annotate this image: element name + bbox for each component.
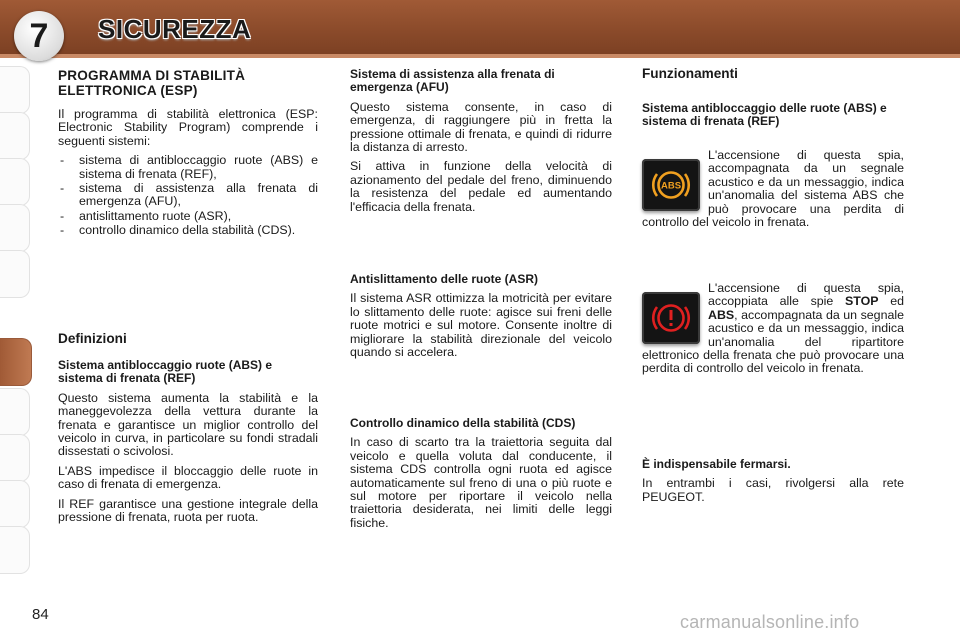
middle-afu xyxy=(350,68,612,220)
side-tab[interactable] xyxy=(0,158,30,206)
cds-p1: In caso di scarto tra la traiettoria seguita dal veicolo e quella voluta dal conducente, il sistema CDS controlla ogni ruota ed agisce automaticamente sul freno di una o più ruote e sul motore per riportare il veicolo nella traiettoria desiderata, nei limiti delle leggi fisiche. xyxy=(350,435,612,530)
functioning-title: Funzionamenti xyxy=(642,66,738,81)
abs-definition-p1: Questo sistema aumenta la stabilità e la maneggevolezza della vettura durante la frenata e garantisce un miglior controllo del veicolo in curva, in particolare su fondi stradali dissestati o scivolosi. xyxy=(58,390,318,459)
left-definitions xyxy=(58,331,318,530)
chapter-number: 7 xyxy=(29,16,49,55)
afu-p1: Questo sistema consente, in caso di emergenza, di raggiungere più in fretta la pressione ottimale di frenata, e quindi di ridurre la distanza di arresto. xyxy=(350,99,612,155)
afu-title: Sistema di assistenza alla frenata di emergenza (AFU) xyxy=(350,67,555,95)
chapter-number-badge xyxy=(14,11,64,61)
ref-warning-text-1: L'accensione di questa spia, accoppiata alle spie xyxy=(708,281,904,309)
definitions-title: Definizioni xyxy=(58,331,127,346)
side-tab[interactable] xyxy=(0,112,30,160)
must-stop-block xyxy=(642,458,904,510)
list-item: - controllo dinamico della stabilità (CDS). xyxy=(58,224,318,237)
must-stop-title: È indispensabile fermarsi. xyxy=(642,457,791,471)
asr-p1: Il sistema ASR ottimizza la motricità per evitare lo slittamento delle ruote: agisce sui freni delle ruote motrici e sul motore. Consente inoltre di migliorare la stabilità direzionale del veicolo quando si accelera. xyxy=(350,291,612,360)
chapter-title: SICUREZZA xyxy=(98,14,252,44)
ref-warning-text-2: ed xyxy=(890,294,904,309)
esp-intro: Il programma di stabilità elettronica (ESP: Electronic Stability Program) comprende i seguenti sistemi: xyxy=(58,107,318,148)
page-number: 84 xyxy=(32,606,49,623)
ref-warning-block xyxy=(642,282,904,376)
right-header xyxy=(642,66,904,135)
abs-warning-text: L'accensione di questa spia, accompagnata da un segnale acustico e da un messaggio, indica un'anomalia del sistema ABS che può provocare una perdita di controllo del veicolo in frenata. xyxy=(642,148,904,230)
side-tab[interactable] xyxy=(0,526,30,574)
side-tab[interactable] xyxy=(0,480,30,528)
abs-definition-title: Sistema antibloccaggio ruote (ABS) e sistema di frenata (REF) xyxy=(58,358,273,386)
side-tab[interactable] xyxy=(0,250,30,298)
section-title-esp: PROGRAMMA DI STABILITÀ ELETTRONICA (ESP) xyxy=(58,68,246,98)
must-stop-text: In entrambi i casi, rivolgersi alla rete PEUGEOT. xyxy=(642,476,904,504)
brake-lamp-graphic xyxy=(649,299,693,337)
chapter-side-tabs xyxy=(0,66,30,586)
watermark-text: carmanualsonline.info xyxy=(680,612,860,632)
side-tab[interactable] xyxy=(0,204,30,252)
afu-p2: Si attiva in funzione della velocità di azionamento del pedale del freno, diminuendo la resistenza del pedale ed aumentando l'efficacia della frenata. xyxy=(350,159,612,214)
abs-definition-p3: Il REF garantisce una gestione integrale della pressione di frenata, ruota per ruota. xyxy=(58,496,318,525)
header-stripe xyxy=(0,54,960,58)
side-tab[interactable] xyxy=(0,434,30,482)
abs-lamp-label-inline: ABS xyxy=(708,307,735,322)
abs-functioning-title: Sistema antibloccaggio delle ruote (ABS) e sistema di frenata (REF) xyxy=(642,101,887,129)
middle-cds xyxy=(350,417,612,536)
list-item: - antislittamento ruote (ASR), xyxy=(58,210,318,223)
abs-warning-block xyxy=(642,149,904,229)
middle-asr xyxy=(350,273,612,365)
asr-title: Antislittamento delle ruote (ASR) xyxy=(350,272,539,286)
left-column xyxy=(58,68,318,239)
side-tab[interactable] xyxy=(0,66,30,114)
abs-lamp-graphic xyxy=(649,166,693,204)
side-tab-active[interactable] xyxy=(0,338,32,386)
list-item: - sistema di assistenza alla frenata di emergenza (AFU), xyxy=(58,182,318,209)
cds-title: Controllo dinamico della stabilità (CDS) xyxy=(350,416,576,430)
esp-systems-list xyxy=(58,154,318,237)
ref-warning-text-3: , accompagnata da un segnale acustico e da un messaggio, indica un'anomalia del ripartitore elettronico della frenata che può provocare una perdita di controllo del veicolo in frenata. xyxy=(642,307,904,376)
stop-lamp-label: STOP xyxy=(845,294,879,309)
abs-warning-lamp-icon xyxy=(642,159,700,211)
abs-definition-p2: L'ABS impedisce il bloccaggio delle ruote in caso di frenata di emergenza. xyxy=(58,463,318,492)
ref-warning-lamp-icon xyxy=(642,292,700,344)
abs-lamp-label: ABS xyxy=(660,180,682,192)
side-tab[interactable] xyxy=(0,388,30,436)
list-item: - sistema di antibloccaggio ruote (ABS) e sistema di frenata (REF), xyxy=(58,154,318,181)
